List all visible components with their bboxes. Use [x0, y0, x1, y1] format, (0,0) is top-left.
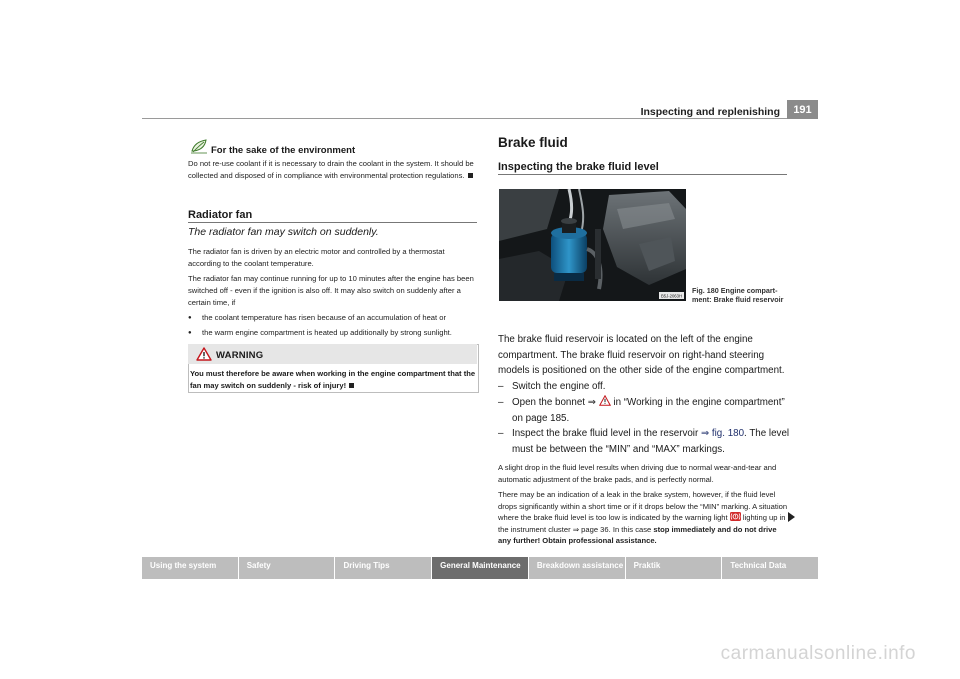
- tab-driving-tips[interactable]: Driving Tips: [335, 557, 431, 579]
- tab-general-maintenance[interactable]: General Maintenance: [432, 557, 528, 579]
- header-section-title: Inspecting and replenishing: [640, 106, 780, 118]
- bullet-item: ● the warm engine compartment is heated up additionally by strong sunlight.: [188, 327, 478, 339]
- header-rule: [142, 118, 787, 119]
- warning-title: WARNING: [216, 350, 264, 361]
- end-mark: [468, 173, 473, 178]
- engine-compartment-illustration: [499, 189, 686, 301]
- brake-warning-light-icon: [730, 512, 741, 521]
- inspect-brake-fluid-heading: Inspecting the brake fluid level: [498, 161, 659, 173]
- figure-caption: [692, 286, 792, 304]
- warning-triangle-icon: [196, 347, 212, 361]
- tab-breakdown-assistance[interactable]: Breakdown assistance: [529, 557, 625, 579]
- step-item: – Inspect the brake fluid level in the reservoir ⇒ fig. 180. The level must be between the “MIN” and “MAX” markings.: [498, 426, 790, 457]
- radiator-fan-subtitle: The radiator fan may switch on suddenly.: [188, 226, 379, 238]
- warning-body: You must therefore be aware when working in the engine compartment that the fan may switch on suddenly - risk of injury!: [190, 369, 476, 390]
- tab-safety[interactable]: Safety: [239, 557, 335, 579]
- brake-fluid-heading: Brake fluid: [498, 135, 568, 150]
- radiator-paragraph-2: The radiator fan may continue running for up to 10 minutes after the engine has been switched off - even if the ignition is also off. It may also switch on suddenly after a certain time, if: [188, 274, 474, 307]
- environment-body: Do not re-use coolant if it is necessary to drain the coolant in the system. It should be collected and disposed of in compliance with environmental protection regulations.: [188, 159, 474, 180]
- step-item: – Open the bonnet ⇒ in “Working in the engine compartment” on page 185.: [498, 395, 790, 426]
- environment-title: For the sake of the environment: [211, 145, 356, 156]
- warning-triangle-icon: [599, 395, 611, 406]
- note-paragraph-1: A slight drop in the fluid level results when driving due to normal wear-and-tear and automatic adjustment of the brake pads, and is perfectly normal.: [498, 463, 777, 484]
- tab-praktik[interactable]: Praktik: [626, 557, 722, 579]
- next-page-arrow-icon[interactable]: [788, 512, 795, 522]
- chapter-navigation: [142, 557, 818, 579]
- figure-caption-line: ment: Brake fluid reservoir: [692, 295, 784, 304]
- environment-icon: [190, 138, 208, 154]
- page-number: 191: [787, 100, 818, 119]
- heading-rule: [498, 174, 787, 175]
- radiator-fan-body: [188, 246, 478, 342]
- heading-rule: [188, 222, 477, 223]
- figure-link[interactable]: ⇒ fig. 180: [700, 428, 745, 439]
- tab-technical-data[interactable]: Technical Data: [722, 557, 818, 579]
- photo-code: B5J-2063H: [661, 293, 682, 299]
- tab-using-the-system[interactable]: Using the system: [142, 557, 238, 579]
- end-mark: [349, 383, 354, 388]
- brake-fluid-intro: The brake fluid reservoir is located on the left of the engine compartment. The brake fluid reservoir on right-hand steering models is positioned on the other side of the engine compartment.: [498, 334, 785, 376]
- note-paragraph-2: There may be an indication of a leak in the brake system, however, if the fluid level drops significantly within a short time or if it drops below the “MIN” marking. A situation where the brake fluid level is too low is indicated by the warning light lighting up in the instrument cluster ⇒ page 36. In this case stop immediately and do not drive any further! Obtain professional assistance.: [498, 490, 788, 545]
- brake-note: [498, 462, 790, 551]
- watermark: carmanualsonline.info: [720, 643, 916, 664]
- radiator-fan-heading: Radiator fan: [188, 209, 253, 221]
- step-item: – Switch the engine off.: [498, 379, 790, 395]
- bullet-item: ● the coolant temperature has risen because of an accumulation of heat or: [188, 312, 478, 324]
- radiator-paragraph-1: The radiator fan is driven by an electric motor and controlled by a thermostat according to the coolant temperature.: [188, 247, 445, 268]
- figure-caption-line: Fig. 180 Engine compart-: [692, 286, 778, 295]
- engine-compartment-photo: [499, 189, 686, 301]
